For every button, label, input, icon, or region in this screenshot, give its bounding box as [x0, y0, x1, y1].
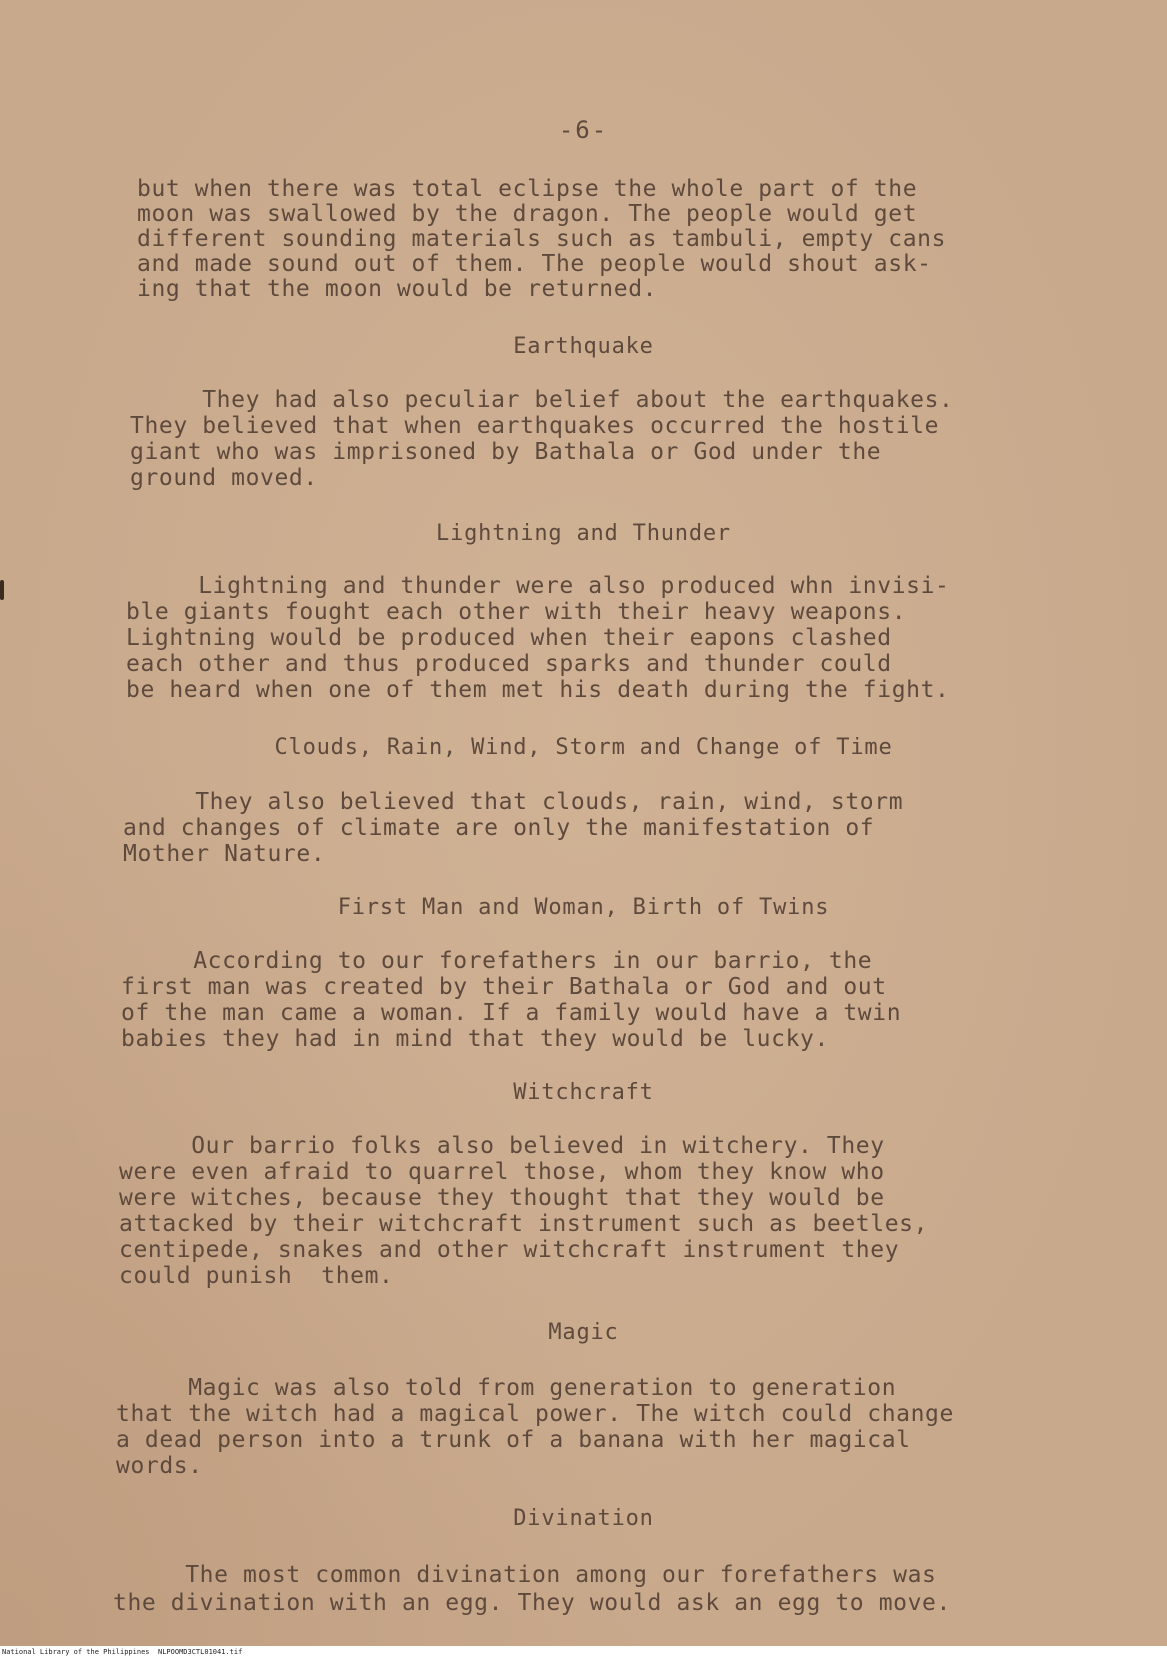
section-heading-magic: Magic [548, 1320, 619, 1345]
paragraph-line: first man was created by their Bathala or God and out [121, 974, 887, 1000]
paragraph-line: Mother Nature. [123, 841, 326, 867]
paragraph-line: words. [116, 1453, 203, 1479]
paragraph-line: could punish them. [119, 1263, 394, 1289]
paragraph-line: ble giants fought each other with their heavy weapons. [126, 599, 907, 625]
paragraph-line: Magic was also told from generation to generation [116, 1375, 897, 1401]
paragraph-line: were even afraid to quarrel those, whom they know who [119, 1159, 885, 1185]
paragraph-line: moon was swallowed by the dragon. The people would get [137, 201, 918, 227]
footer-source: National Library of the Philippines [2, 1648, 150, 1656]
section-heading-first-man-woman: First Man and Woman, Birth of Twins [337, 895, 830, 920]
binding-mark [0, 580, 4, 600]
scan-footer [0, 1646, 1167, 1658]
paragraph-line: They believed that when earthquakes occurred the hostile [130, 413, 940, 439]
section-heading-divination: Divination [513, 1506, 654, 1531]
paragraph-line: Lightning and thunder were also produced whn invisi- [126, 573, 950, 599]
paragraph-line: They also believed that clouds, rain, wind, storm [123, 789, 904, 815]
paragraph-line: of the man came a woman. If a family would have a twin [121, 1000, 902, 1026]
paragraph-line: the divination with an egg. They would ask an egg to move. [113, 1590, 951, 1616]
paragraph-line: attacked by their witchcraft instrument such as beetles, [119, 1211, 929, 1237]
paragraph-line: a dead person into a trunk of a banana with her magical [116, 1427, 911, 1453]
paragraph-line: and made sound out of them. The people would shout ask- [137, 251, 932, 277]
paragraph-line: and changes of climate are only the manifestation of [123, 815, 875, 841]
paragraph-line: were witches, because they thought that they would be [119, 1185, 885, 1211]
paragraph-line: Lightning would be produced when their eapons clashed [126, 625, 892, 651]
paragraph-line: different sounding materials such as tambuli, empty cans [137, 226, 947, 252]
footer-file: NLPOOMD3CTL01041.tif [158, 1648, 243, 1656]
paragraph-line: but when there was total eclipse the whole part of the [137, 176, 918, 202]
page-number: -6- [558, 116, 609, 144]
paragraph-line: centipede, snakes and other witchcraft instrument they [119, 1237, 900, 1263]
section-heading-witchcraft: Witchcraft [513, 1080, 654, 1105]
paragraph-line: Our barrio folks also believed in witchery. They [119, 1133, 885, 1159]
paragraph-line: that the witch had a magical power. The witch could change [116, 1401, 954, 1427]
paragraph-line: The most common divination among our forefathers was [113, 1562, 937, 1588]
paragraph-line: They had also peculiar belief about the earthquakes. [130, 387, 954, 413]
section-heading-earthquake: Earthquake [513, 334, 654, 359]
paragraph-line: ground moved. [130, 465, 318, 491]
section-heading-clouds-rain: Clouds, Rain, Wind, Storm and Change of Time [274, 735, 893, 760]
paragraph-line: giant who was imprisoned by Bathala or God under the [130, 439, 882, 465]
paragraph-line: According to our forefathers in our barrio, the [121, 948, 873, 974]
paragraph-line: each other and thus produced sparks and thunder could [126, 651, 892, 677]
paragraph-line: ing that the moon would be returned. [137, 276, 658, 302]
paragraph-line: be heard when one of them met his death during the fight. [126, 677, 950, 703]
section-heading-lightning-thunder: Lightning and Thunder [436, 521, 731, 546]
paragraph-line: babies they had in mind that they would be lucky. [121, 1026, 829, 1052]
